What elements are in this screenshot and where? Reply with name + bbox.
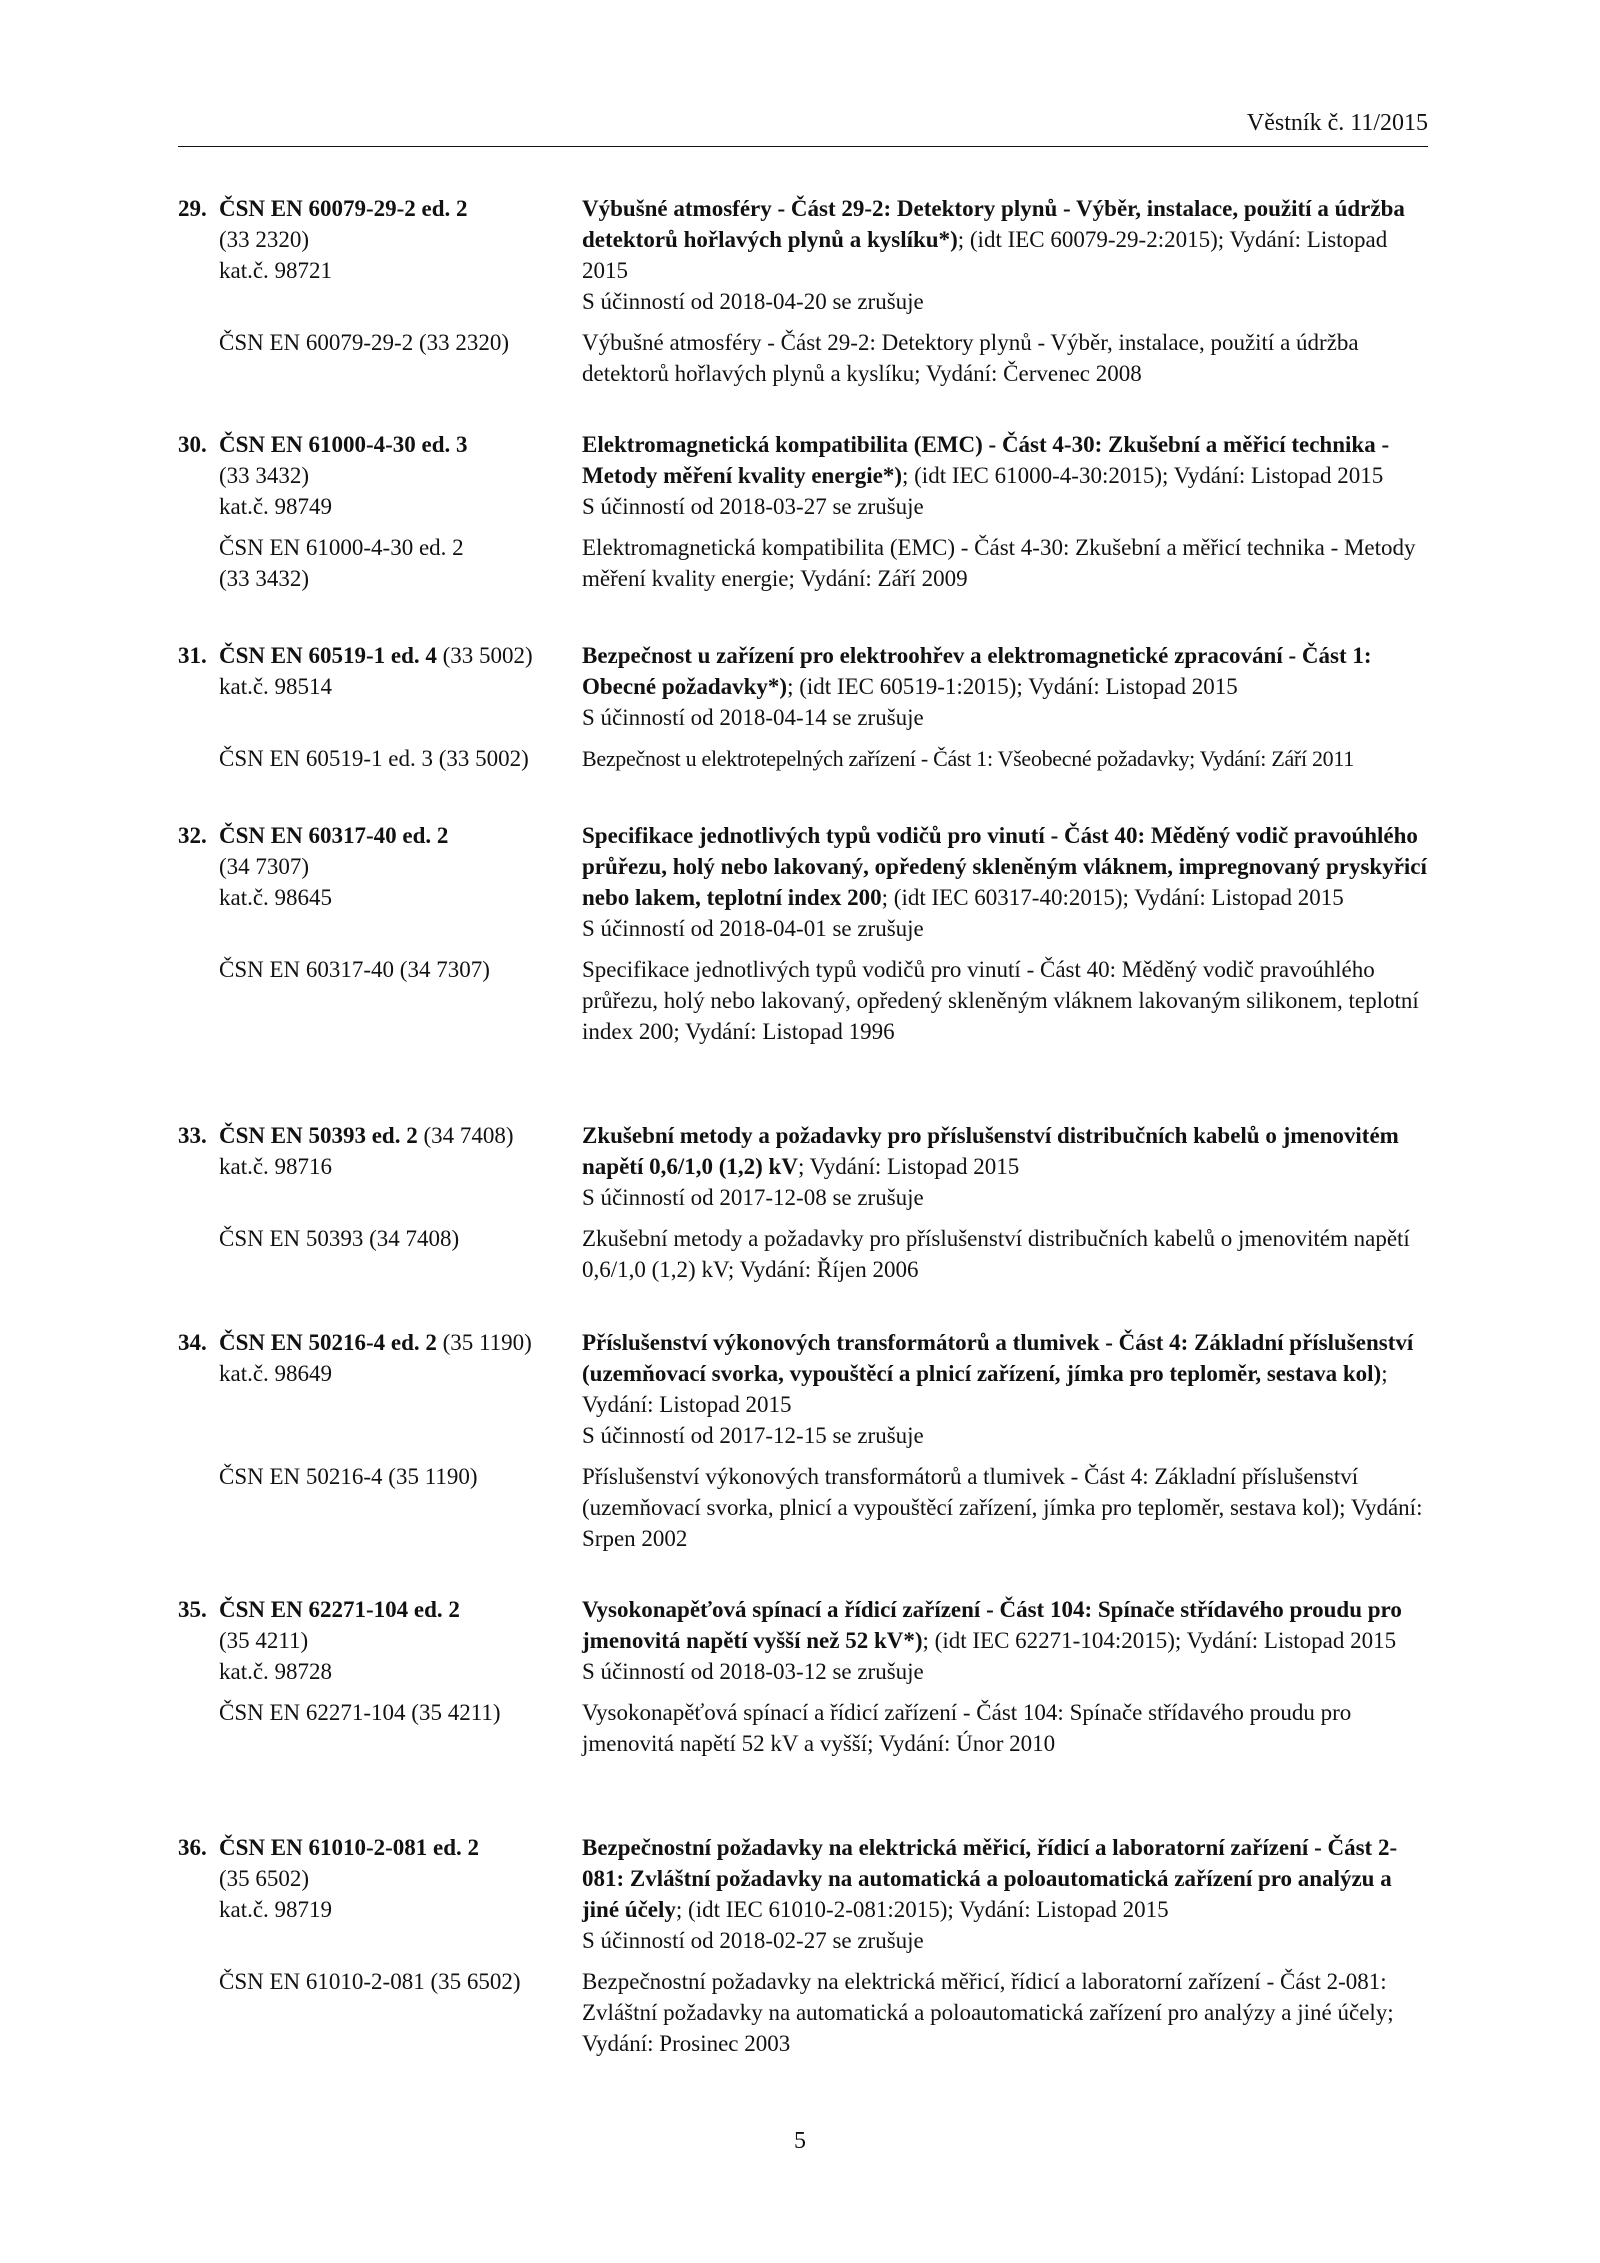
new-standard-row <box>178 1594 1428 1687</box>
withdrawn-code: ČSN EN 60519-1 ed. 3 (33 5002) <box>219 746 529 771</box>
catalog-number: kat.č. 98719 <box>219 1897 333 1922</box>
new-standard-description <box>582 193 1428 317</box>
class-code: (35 1190) <box>442 1330 532 1355</box>
withdrawn-description: Bezpečnostní požadavky na elektrická měřicí, řídicí a laboratorní zařízení - Část 2-081: Zvláštní požadavky na automatická a poloautomatická zařízení pro analýzy a jiné účely; Vydání: Prosinec 2003 <box>582 1969 1394 2056</box>
class-code: (34 7408) <box>423 1123 514 1148</box>
entry-number: 29. <box>178 196 207 221</box>
validity-note: S účinností od 2018-03-12 se zrušuje <box>582 1659 924 1684</box>
validity-note: S účinností od 2018-04-01 se zrušuje <box>582 916 924 941</box>
withdrawn-standard-id <box>178 1697 582 1759</box>
standard-code: ČSN EN 60519-1 ed. 4 <box>219 643 437 668</box>
new-standard-id <box>178 1120 582 1213</box>
standard-title: Specifikace jednotlivých typů vodičů pro vinutí - Část 40: Měděný vodič pravoúhlého průřezu, holý nebo lakovaný, opředený skleněným vláknem, impregnovaný pryskyřicí nebo lakem, teplotní index 200 <box>582 823 1427 910</box>
new-standard-row <box>178 193 1428 317</box>
withdrawn-standard-row <box>178 1461 1428 1554</box>
new-standard-id <box>178 1594 582 1687</box>
entry-number: 31. <box>178 643 207 668</box>
new-standard-description <box>582 640 1428 733</box>
header-rule <box>178 146 1428 147</box>
standard-code: ČSN EN 60317-40 ed. 2 <box>219 823 449 848</box>
class-code: (35 6502) <box>219 1866 310 1891</box>
validity-note: S účinností od 2018-03-27 se zrušuje <box>582 494 924 519</box>
new-standard-description <box>582 1120 1428 1213</box>
new-standard-id <box>178 1832 582 1956</box>
validity-note: S účinností od 2018-04-20 se zrušuje <box>582 289 924 314</box>
standard-code: ČSN EN 60079-29-2 ed. 2 <box>219 196 468 221</box>
page-number: 5 <box>794 2128 806 2154</box>
withdrawn-standard-row <box>178 743 1428 774</box>
standard-entry <box>178 1832 1428 2059</box>
catalog-number: kat.č. 98514 <box>219 674 333 699</box>
validity-note: S účinností od 2017-12-15 se zrušuje <box>582 1423 924 1448</box>
withdrawn-standard-id <box>178 954 582 1047</box>
standard-entry <box>178 1120 1428 1285</box>
withdrawn-class: (33 3432) <box>219 566 310 591</box>
withdrawn-code: ČSN EN 61000-4-30 ed. 2 <box>219 535 464 560</box>
entry-number: 30. <box>178 432 207 457</box>
standard-title: Zkušební metody a požadavky pro příslušenství distribučních kabelů o jmenovitém napětí 0,6/1,0 (1,2) kV <box>582 1123 1399 1179</box>
validity-note: S účinností od 2017-12-08 se zrušuje <box>582 1185 924 1210</box>
withdrawn-standard-row <box>178 954 1428 1047</box>
new-standard-description <box>582 1594 1428 1687</box>
standard-entry <box>178 1594 1428 1759</box>
entry-number: 34. <box>178 1330 207 1355</box>
withdrawn-description: Elektromagnetická kompatibilita (EMC) - Část 4-30: Zkušební a měřicí technika - Metody měření kvality energie; Vydání: Září 2009 <box>582 535 1416 591</box>
entry-number: 33. <box>178 1123 207 1148</box>
catalog-number: kat.č. 98716 <box>219 1154 333 1179</box>
standard-details: ; Vydání: Listopad 2015 <box>582 1361 1388 1417</box>
standard-title: Výbušné atmosféry - Část 29-2: Detektory plynů - Výběr, instalace, použití a údržba detektorů hořlavých plynů a kyslíku*) <box>582 196 1405 252</box>
standard-entry <box>178 1327 1428 1554</box>
standard-entry <box>178 429 1428 594</box>
withdrawn-code: ČSN EN 50393 (34 7408) <box>219 1226 460 1251</box>
catalog-number: kat.č. 98749 <box>219 494 333 519</box>
entry-number: 32. <box>178 823 207 848</box>
new-standard-row <box>178 1832 1428 1956</box>
standard-title: Bezpečnost u zařízení pro elektroohřev a elektromagnetické zpracování - Část 1: Obecné požadavky*) <box>582 643 1372 699</box>
standard-details: ; (idt IEC 61000-4-30:2015); Vydání: Listopad 2015 <box>902 463 1384 488</box>
standard-code: ČSN EN 50393 ed. 2 <box>219 1123 418 1148</box>
standard-details: ; (idt IEC 62271-104:2015); Vydání: Listopad 2015 <box>922 1628 1397 1653</box>
catalog-number: kat.č. 98649 <box>219 1361 333 1386</box>
catalog-number: kat.č. 98721 <box>219 258 333 283</box>
new-standard-row <box>178 1327 1428 1451</box>
standard-code: ČSN EN 61000-4-30 ed. 3 <box>219 432 468 457</box>
class-code: (33 3432) <box>219 463 310 488</box>
withdrawn-description: Příslušenství výkonových transformátorů a tlumivek - Část 4: Základní příslušenství (uzemňovací svorka, plnicí a vypouštěcí zařízení, jímka pro teploměr, sestava kol); Vydání: Srpen 2002 <box>582 1464 1423 1551</box>
withdrawn-code: ČSN EN 62271-104 (35 4211) <box>219 1700 501 1725</box>
standard-details: ; Vydání: Listopad 2015 <box>797 1154 1020 1179</box>
standard-code: ČSN EN 61010-2-081 ed. 2 <box>219 1835 480 1860</box>
new-standard-id <box>178 640 582 733</box>
withdrawn-standard-row <box>178 327 1428 389</box>
catalog-number: kat.č. 98645 <box>219 885 333 910</box>
standard-title: Příslušenství výkonových transformátorů a tlumivek - Část 4: Základní příslušenství (uzemňovací svorka, vypouštěcí a plnicí zařízení, jímka pro teploměr, sestava kol) <box>582 1330 1414 1386</box>
new-standard-row <box>178 1120 1428 1213</box>
new-standard-description <box>582 820 1428 944</box>
withdrawn-standard-id <box>178 1223 582 1285</box>
standard-code: ČSN EN 62271-104 ed. 2 <box>219 1597 460 1622</box>
class-code: (34 7307) <box>219 854 310 879</box>
withdrawn-code: ČSN EN 50216-4 (35 1190) <box>219 1464 478 1489</box>
standard-details: ; (idt IEC 60519-1:2015); Vydání: Listopad 2015 <box>787 674 1238 699</box>
new-standard-id <box>178 193 582 317</box>
new-standard-row <box>178 820 1428 944</box>
withdrawn-standard-row <box>178 532 1428 594</box>
new-standard-id <box>178 1327 582 1451</box>
withdrawn-description: Zkušební metody a požadavky pro příslušenství distribučních kabelů o jmenovitém napětí 0,6/1,0 (1,2) kV; Vydání: Říjen 2006 <box>582 1226 1410 1282</box>
standard-title: Vysokonapěťová spínací a řídicí zařízení - Část 104: Spínače střídavého proudu pro jmenovitá napětí vyšší než 52 kV*) <box>582 1597 1402 1653</box>
validity-note: S účinností od 2018-04-14 se zrušuje <box>582 705 924 730</box>
validity-note: S účinností od 2018-02-27 se zrušuje <box>582 1928 924 1953</box>
class-code: (33 5002) <box>442 643 533 668</box>
withdrawn-standard-row <box>178 1966 1428 2059</box>
new-standard-row <box>178 429 1428 522</box>
withdrawn-standard-id <box>178 1966 582 2059</box>
withdrawn-standard-id <box>178 1461 582 1554</box>
new-standard-description <box>582 1327 1428 1451</box>
entry-number: 35. <box>178 1597 207 1622</box>
catalog-number: kat.č. 98728 <box>219 1659 333 1684</box>
new-standard-row <box>178 640 1428 733</box>
standard-title: Elektromagnetická kompatibilita (EMC) - Část 4-30: Zkušební a měřicí technika - Metody měření kvality energie*) <box>582 432 1390 488</box>
withdrawn-standard-row <box>178 1223 1428 1285</box>
new-standard-id <box>178 820 582 944</box>
withdrawn-description: Bezpečnost u elektrotepelných zařízení - Část 1: Všeobecné požadavky; Vydání: Září 2011 <box>582 746 1354 771</box>
standard-code: ČSN EN 50216-4 ed. 2 <box>219 1330 437 1355</box>
withdrawn-description: Výbušné atmosféry - Část 29-2: Detektory plynů - Výběr, instalace, použití a údržba detektorů hořlavých plynů a kyslíku; Vydání: Červenec 2008 <box>582 330 1359 386</box>
withdrawn-standard-id <box>178 532 582 594</box>
standard-details: ; (idt IEC 60079-29-2:2015); Vydání: Listopad 2015 <box>582 227 1388 283</box>
withdrawn-standard-row <box>178 1697 1428 1759</box>
standard-title: Bezpečnostní požadavky na elektrická měřicí, řídicí a laboratorní zařízení - Část 2-081: Zvláštní požadavky na automatická a poloautomatická zařízení pro analýzu a jiné účely <box>582 1835 1398 1922</box>
bulletin-header: Věstník č. 11/2015 <box>1246 110 1428 136</box>
new-standard-description <box>582 429 1428 522</box>
withdrawn-description: Vysokonapěťová spínací a řídicí zařízení - Část 104: Spínače střídavého proudu pro jmenovitá napětí 52 kV a vyšší; Vydání: Únor 2010 <box>582 1700 1352 1756</box>
class-code: (33 2320) <box>219 227 310 252</box>
withdrawn-code: ČSN EN 60317-40 (34 7307) <box>219 957 490 982</box>
standard-details: ; (idt IEC 61010-2-081:2015); Vydání: Listopad 2015 <box>675 1897 1169 1922</box>
withdrawn-standard-id <box>178 327 582 389</box>
standard-details: ; (idt IEC 60317-40:2015); Vydání: Listopad 2015 <box>881 885 1344 910</box>
withdrawn-code: ČSN EN 60079-29-2 (33 2320) <box>219 330 510 355</box>
standard-entry <box>178 820 1428 1047</box>
new-standard-id <box>178 429 582 522</box>
standard-entry <box>178 640 1428 774</box>
withdrawn-code: ČSN EN 61010-2-081 (35 6502) <box>219 1969 521 1994</box>
new-standard-description <box>582 1832 1428 1956</box>
withdrawn-description: Specifikace jednotlivých typů vodičů pro vinutí - Část 40: Měděný vodič pravoúhlého průřezu, holý nebo lakovaný, opředený skleněným vláknem lakovaným silikonem, teplotní index 200; Vydání: Listopad 1996 <box>582 957 1419 1044</box>
class-code: (35 4211) <box>219 1628 309 1653</box>
entry-number: 36. <box>178 1835 207 1860</box>
withdrawn-standard-id <box>178 743 582 774</box>
standard-entry <box>178 193 1428 389</box>
